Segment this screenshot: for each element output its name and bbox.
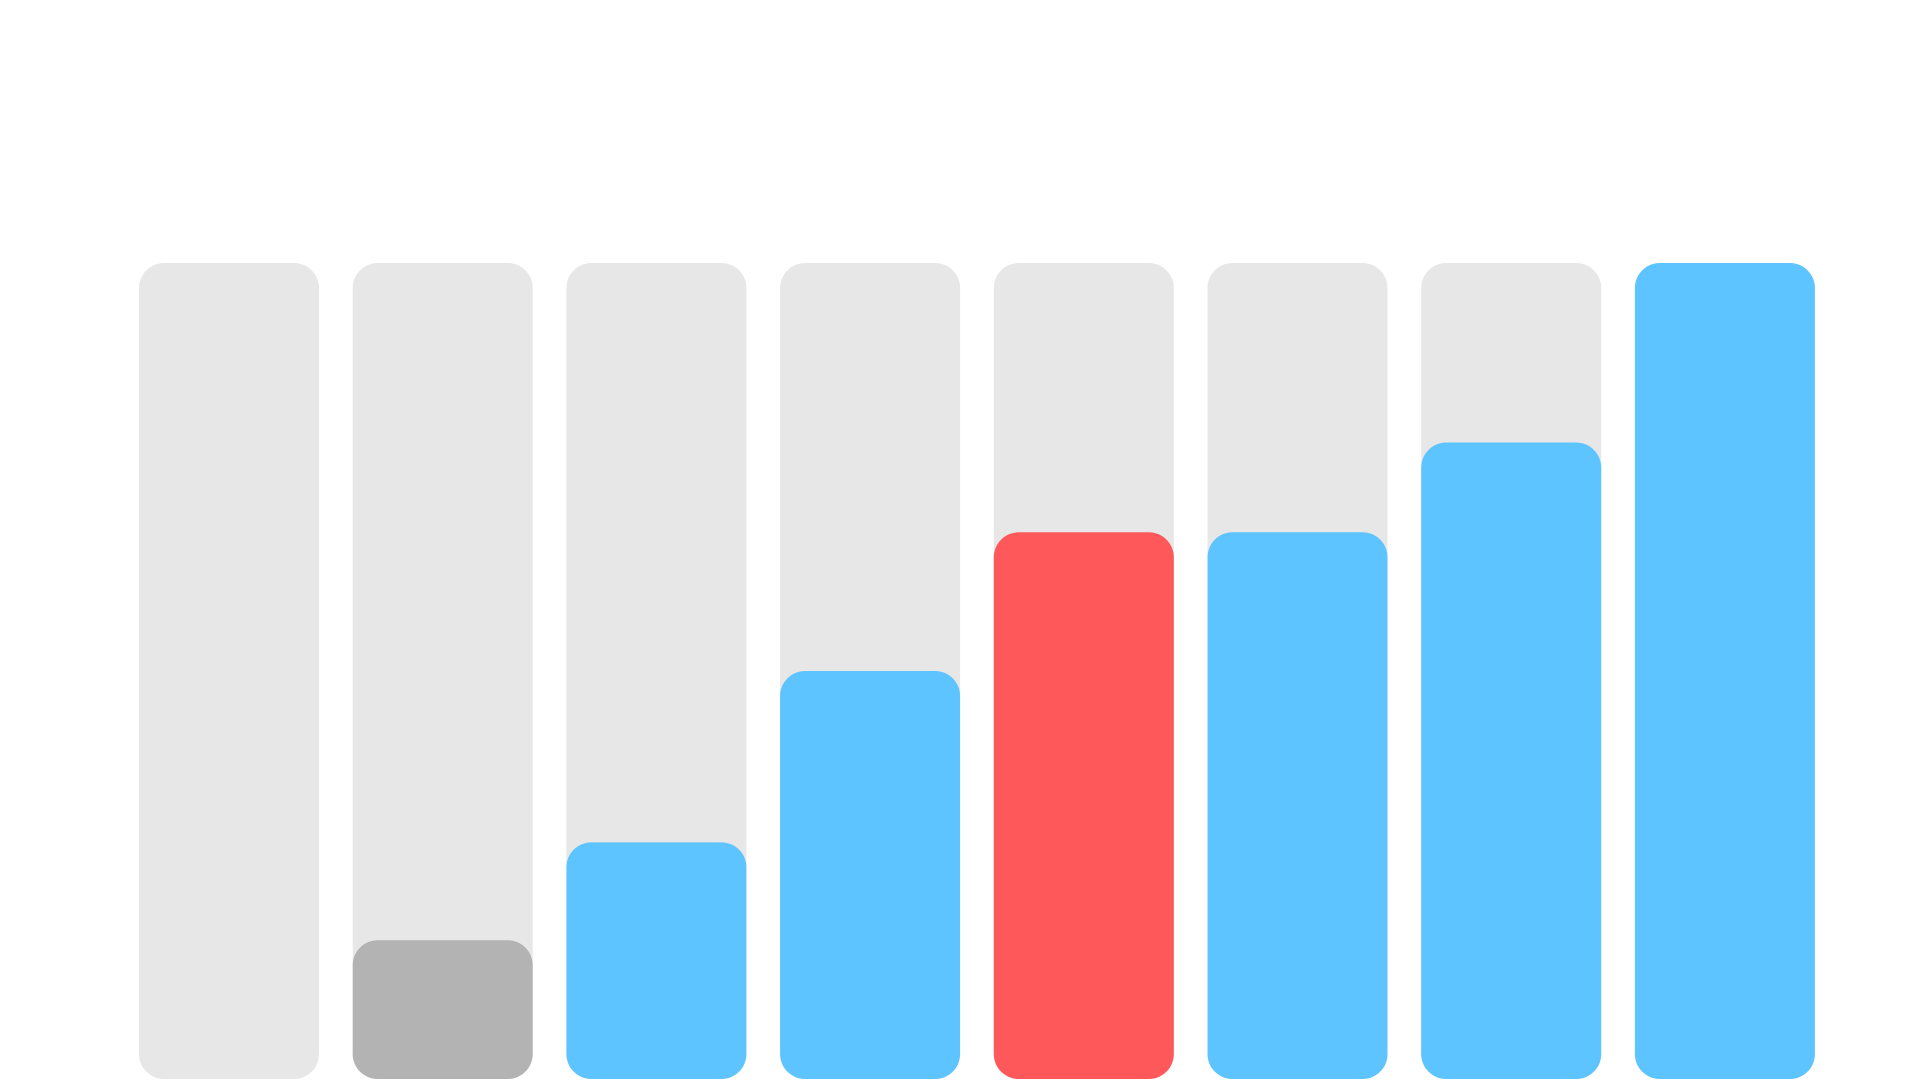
bar-8 [1635, 263, 1815, 1079]
bar-7 [1421, 443, 1601, 1079]
bar-track-1 [139, 263, 319, 1079]
bar-3 [566, 842, 746, 1079]
bar-2 [353, 940, 533, 1079]
bar-5 [994, 532, 1174, 1079]
bar-4 [780, 671, 960, 1079]
bar-6 [1208, 532, 1388, 1079]
